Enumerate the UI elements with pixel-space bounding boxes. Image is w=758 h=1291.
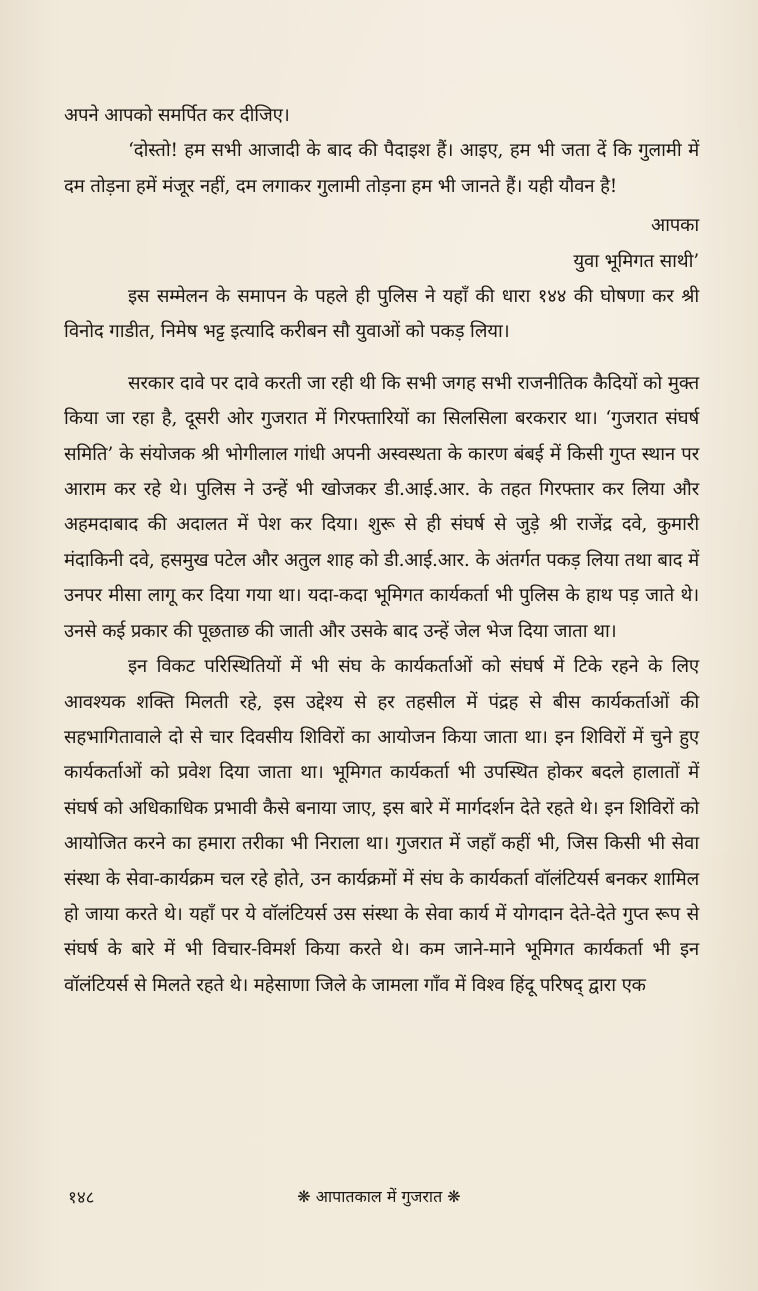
letter-signoff-line-1: आपका [650, 215, 699, 237]
paragraph-government-claims: सरकार दावे पर दावे करती जा रही थी कि सभी जगह सभी राजनीतिक कैदियों को मुक्त किया जा रहा है, दूसरी ओर गुजरात में गिरफ्तारियों का सिलसिला बरकरार था। ‘गुजरात संघर्ष समिति’ के संयोजक श्री भोगीलाल गांधी अपनी अस्वस्थता के कारण बंबई में किसी गुप्त स्थान पर आराम कर रहे थे। पुलिस ने उन्हें भी खोजकर डी.आई.आर. के तहत गिरफ्तार कर लिया और अहमदाबाद की अदालत में पेश कर दिया। शुरू से ही संघर्ष से जुड़े श्री राजेंद्र दवे, कुमारी मंदाकिनी दवे, हसमुख पटेल और अतुल शाह को डी.आई.आर. के अंतर्गत पकड़ लिया तथा बाद में उनपर मीसा लागू कर दिया गया था। यदा-कदा भूमिगत कार्यकर्ता भी पुलिस के हाथ पड़ जाते थे। उनसे कई प्रकार की पूछताछ की जाती और उसके बाद उन्हें जेल भेज दिया जाता था। [64, 372, 699, 642]
paragraph-letter-closing: ‘दोस्तो! हम सभी आजादी के बाद की पैदाइश हैं। आइए, हम भी जता दें कि गुलामी में दम तोड़ना हमें मंजूर नहीं, दम लगाकर गुलामी तोड़ना हम भी जानते हैं। यही यौवन है! [64, 140, 699, 197]
paragraph-intro-end: अपने आपको समर्पित कर दीजिए। [64, 105, 290, 126]
running-title: ❋ आपातकाल में गुजरात ❋ [297, 1187, 461, 1206]
page-number: १४८ [68, 1188, 95, 1208]
paragraph-police-arrests: इस सम्मेलन के समापन के पहले ही पुलिस ने यहाँ की धारा १४४ की घोषणा कर श्री विनोद गाडीत, निमेष भट्ट इत्यादि करीबन सौ युवाओं को पकड़ लिया। [64, 286, 699, 343]
spacer [64, 350, 699, 366]
letter-signoff-line-2: युवा भूमिगत साथी’ [573, 250, 699, 272]
page-body [64, 98, 699, 1003]
paragraph-camps: इन विकट परिस्थितियों में भी संघ के कार्यकर्ताओं को संघर्ष में टिके रहने के लिए आवश्यक शक्ति मिलती रहे, इस उद्देश्य से हर तहसील में पंद्रह से बीस कार्यकर्ताओं की सहभागितावाले दो से चार दिवसीय शिविरों का आयोजन किया जाता था। इन शिविरों में चुने हुए कार्यकर्ताओं को प्रवेश दिया जाता था। भूमिगत कार्यकर्ता भी उपस्थित होकर बदले हालातों में संघर्ष को अधिकाधिक प्रभावी कैसे बनाया जाए, इस बारे में मार्गदर्शन देते रहते थे। इन शिविरों को आयोजित करने का हमारा तरीका भी निराला था। गुजरात में जहाँ कहीं भी, जिस किसी भी सेवा संस्था के सेवा-कार्यक्रम चल रहे होते, उन कार्यक्रमों में संघ के कार्यकर्ता वॉलंटियर्स बनकर शामिल हो जाया करते थे। यहाँ पर ये वॉलंटियर्स उस संस्था के सेवा कार्य में योगदान देते-देते गुप्त रूप से संघर्ष के बारे में भी विचार-विमर्श किया करते थे। कम जाने-माने भूमिगत कार्यकर्ता भी इन वॉलंटियर्स से मिलते रहते थे। महेसाणा जिले के जामला गाँव में विश्व हिंदू परिषद् द्वारा एक [64, 656, 699, 996]
page-footer [0, 1185, 758, 1215]
